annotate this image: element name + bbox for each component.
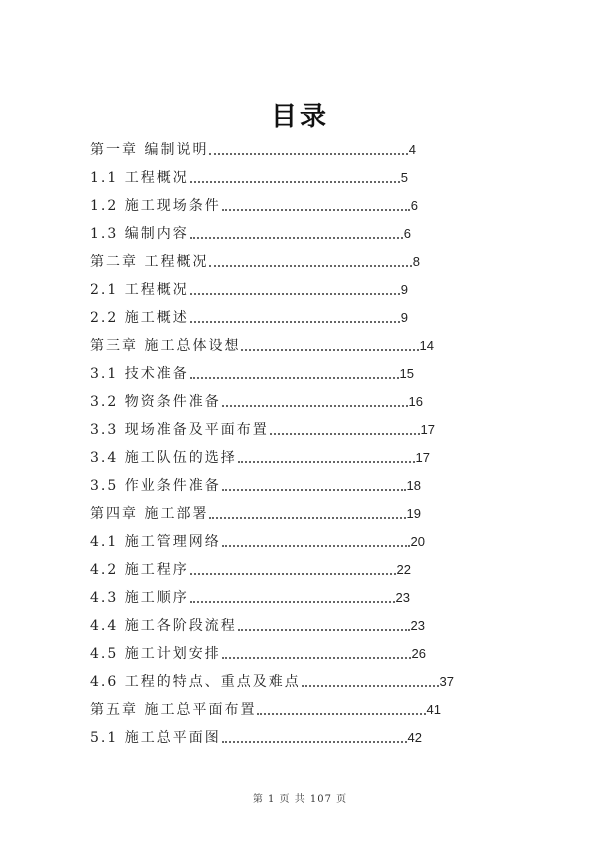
toc-entry-3-1[interactable]: [90, 361, 414, 383]
toc-entry-page: 5: [400, 170, 408, 185]
toc-entry-label: 5.1 施工总平面图: [90, 730, 221, 746]
toc-entry-chapter-2[interactable]: [90, 249, 420, 271]
toc-entry-label: 第三章 施工总体设想: [90, 338, 241, 354]
toc-entry-label: 4.4 施工各阶段流程: [90, 618, 237, 634]
toc-entry-label: 4.3 施工顺序: [90, 590, 189, 606]
toc-entry-2-1[interactable]: [90, 277, 408, 299]
toc-entry-page: 4: [408, 142, 416, 157]
toc-dot-leader: [238, 629, 410, 631]
toc-entry-page: 41: [426, 702, 441, 717]
toc-entry-page: 9: [400, 282, 408, 297]
toc-entry-page: 26: [411, 646, 426, 661]
toc-entry-3-5[interactable]: [90, 473, 421, 495]
toc-dot-leader: [190, 573, 396, 575]
toc-entry-label: 3.5 作业条件准备: [90, 478, 221, 494]
toc-dot-leader: [190, 377, 399, 379]
toc-entry-page: 16: [408, 394, 423, 409]
toc-entry-page: 20: [410, 534, 425, 549]
toc-dot-leader: [190, 293, 400, 295]
toc-entry-label: 2.1 工程概况: [90, 282, 189, 298]
toc-entry-chapter-3[interactable]: [90, 333, 434, 355]
toc-entry-page: 42: [407, 730, 422, 745]
toc-entry-label: 3.2 物资条件准备: [90, 394, 221, 410]
toc-entry-page: 17: [420, 422, 435, 437]
toc-entry-2-2[interactable]: [90, 305, 408, 327]
toc-entry-4-6[interactable]: [90, 669, 454, 691]
toc-dot-leader: [190, 237, 403, 239]
toc-entry-label: 1.2 施工现场条件: [90, 198, 221, 214]
toc-dot-leader: [222, 489, 406, 491]
toc-entry-4-4[interactable]: [90, 613, 425, 635]
toc-entry-4-3[interactable]: [90, 585, 410, 607]
toc-dot-leader: [190, 181, 400, 183]
toc-entry-label: 1.3 编制内容: [90, 226, 189, 242]
toc-entry-page: 23: [410, 618, 425, 633]
page-title: 目录: [270, 102, 329, 132]
toc-entry-label: 4.2 施工程序: [90, 562, 189, 578]
toc-entry-label: 3.1 技术准备: [90, 366, 189, 382]
toc-entry-page: 8: [412, 254, 420, 269]
toc-entry-4-2[interactable]: [90, 557, 411, 579]
toc-dot-leader: [222, 545, 410, 547]
toc-dot-leader: [222, 405, 408, 407]
toc-dot-leader: [222, 741, 407, 743]
toc-entry-label: 4.1 施工管理网络: [90, 534, 221, 550]
toc-entry-4-1[interactable]: [90, 529, 425, 551]
toc-entry-label: 第四章 施工部署: [90, 506, 209, 522]
toc-entry-1-1[interactable]: [90, 165, 408, 187]
toc-dot-leader: [238, 461, 415, 463]
toc-entry-label: 4.6 工程的特点、重点及难点: [90, 674, 301, 690]
toc-entry-page: 17: [415, 450, 430, 465]
toc-entry-3-2[interactable]: [90, 389, 423, 411]
toc-entry-5-1[interactable]: [90, 725, 422, 747]
toc-entry-label: 第二章 工程概况: [90, 254, 209, 270]
toc-dot-leader: [270, 433, 420, 435]
toc-entry-chapter-5[interactable]: [90, 697, 441, 719]
toc-entry-page: 37: [439, 674, 454, 689]
toc-entry-label: 1.1 工程概况: [90, 170, 189, 186]
toc-entry-label: 3.3 现场准备及平面布置: [90, 422, 269, 438]
toc-entry-page: 15: [399, 366, 414, 381]
toc-entry-page: 18: [406, 478, 421, 493]
toc-entry-page: 6: [403, 226, 411, 241]
toc-dot-leader: [209, 517, 405, 519]
page-footer: 第 1 页 共 107 页: [252, 794, 348, 805]
toc-entry-label: 第五章 施工总平面布置: [90, 702, 257, 718]
toc-entry-page: 23: [395, 590, 410, 605]
toc-entry-page: 19: [406, 506, 421, 521]
toc-entry-label: 第一章 编制说明: [90, 142, 209, 158]
toc-dot-leader: [209, 153, 407, 155]
toc-entry-label: 4.5 施工计划安排: [90, 646, 221, 662]
toc-dot-leader: [257, 713, 425, 715]
toc-entry-page: 14: [419, 338, 434, 353]
toc-entry-page: 22: [396, 562, 411, 577]
toc-entry-chapter-4[interactable]: [90, 501, 421, 523]
toc-entry-1-2[interactable]: [90, 193, 418, 215]
toc-entry-3-4[interactable]: [90, 445, 430, 467]
toc-dot-leader: [302, 685, 439, 687]
toc-dot-leader: [190, 601, 395, 603]
toc-entry-page: 6: [410, 198, 418, 213]
toc-entry-4-5[interactable]: [90, 641, 426, 663]
toc-dot-leader: [241, 349, 418, 351]
toc-entry-chapter-1[interactable]: [90, 137, 416, 159]
toc-dot-leader: [222, 657, 411, 659]
toc-entry-1-3[interactable]: [90, 221, 411, 243]
toc-dot-leader: [222, 209, 410, 211]
toc-entry-label: 2.2 施工概述: [90, 310, 189, 326]
toc-entry-page: 9: [400, 310, 408, 325]
toc-entry-label: 3.4 施工队伍的选择: [90, 450, 237, 466]
toc-dot-leader: [209, 265, 411, 267]
toc-entry-3-3[interactable]: [90, 417, 435, 439]
toc-dot-leader: [190, 321, 400, 323]
